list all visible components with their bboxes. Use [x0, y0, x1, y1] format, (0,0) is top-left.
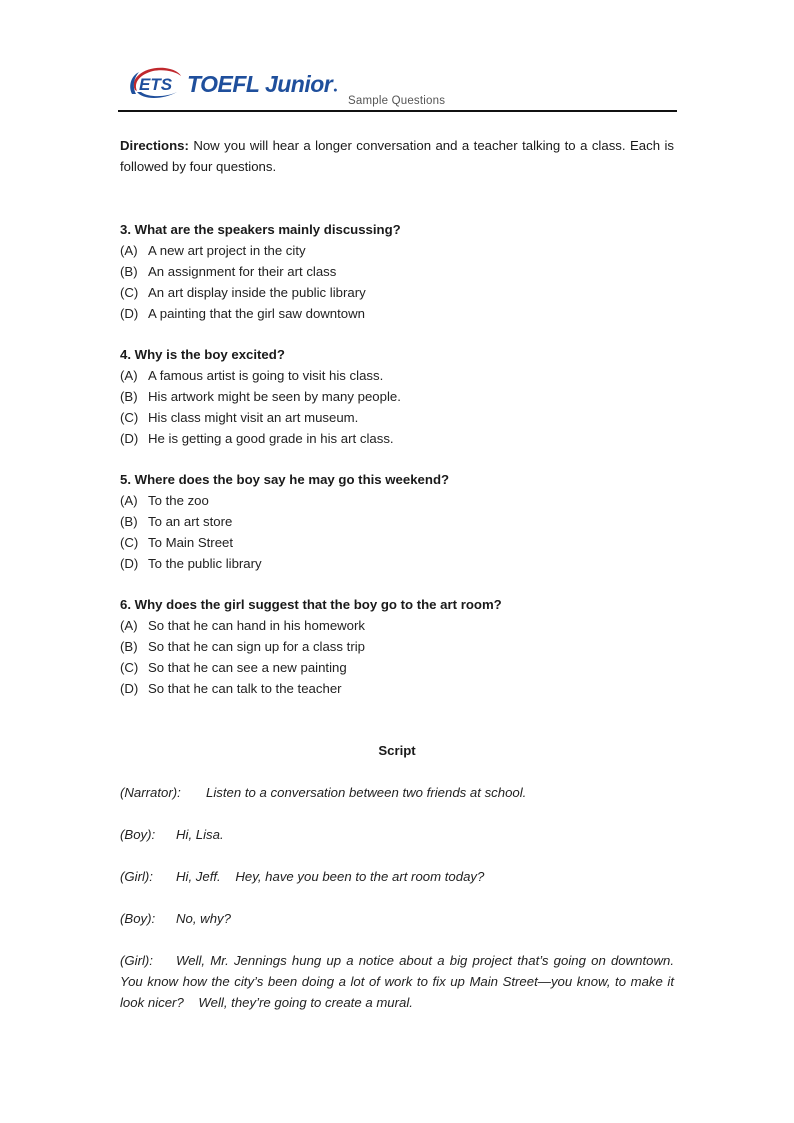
- option-d: [120, 553, 674, 574]
- logo-product-name: TOEFL Junior: [187, 70, 333, 97]
- option-text: To the zoo: [148, 493, 209, 508]
- document-body: [120, 135, 678, 1013]
- header-divider: [118, 110, 677, 112]
- question-6: [120, 594, 674, 699]
- option-text: A painting that the girl saw downtown: [148, 306, 365, 321]
- ets-toefl-junior-logo: [127, 64, 337, 102]
- option-letter: (D): [120, 681, 139, 696]
- option-text: His artwork might be seen by many people.: [148, 389, 401, 404]
- option-letter: (B): [120, 264, 138, 279]
- option-c: [120, 407, 674, 428]
- option-letter: (D): [120, 431, 139, 446]
- option-d: [120, 428, 674, 449]
- option-letter: (D): [120, 556, 139, 571]
- option-letter: (A): [120, 493, 138, 508]
- option-d: [120, 678, 674, 699]
- svg-text:ETS: ETS: [139, 75, 173, 94]
- option-b: [120, 636, 674, 657]
- option-text: So that he can sign up for a class trip: [148, 639, 365, 654]
- option-b: [120, 261, 674, 282]
- script-line-boy: [120, 824, 674, 845]
- question-title: 3. What are the speakers mainly discussing?: [120, 222, 401, 237]
- option-c: [120, 532, 674, 553]
- option-c: [120, 657, 674, 678]
- question-title: 4. Why is the boy excited?: [120, 347, 285, 362]
- option-letter: (A): [120, 618, 138, 633]
- line-text: Hi, Lisa.: [176, 827, 224, 842]
- option-text: A new art project in the city: [148, 243, 306, 258]
- option-letter: (B): [120, 639, 138, 654]
- option-text: A famous artist is going to visit his class.: [148, 368, 384, 383]
- option-letter: (B): [120, 389, 138, 404]
- option-text: He is getting a good grade in his art class.: [148, 431, 394, 446]
- option-a: [120, 240, 674, 261]
- speaker-label: (Girl):: [120, 869, 153, 884]
- line-text: Listen to a conversation between two friends at school.: [206, 785, 527, 800]
- speaker-label: (Girl):: [120, 953, 153, 968]
- option-letter: (C): [120, 535, 139, 550]
- question-title: 6. Why does the girl suggest that the boy go to the art room?: [120, 597, 502, 612]
- option-letter: (B): [120, 514, 138, 529]
- script-line-narrator: [120, 782, 674, 803]
- option-d: [120, 303, 674, 324]
- ets-logo-icon: [127, 64, 183, 102]
- question-5: [120, 469, 674, 574]
- option-text: So that he can talk to the teacher: [148, 681, 342, 696]
- question-4: [120, 344, 674, 449]
- option-b: [120, 511, 674, 532]
- script-line-girl: [120, 866, 674, 887]
- script-line-boy: [120, 908, 674, 929]
- option-c: [120, 282, 674, 303]
- option-text: To an art store: [148, 514, 233, 529]
- option-text: An assignment for their art class: [148, 264, 337, 279]
- question-3: [120, 219, 674, 324]
- option-text: An art display inside the public library: [148, 285, 366, 300]
- option-a: [120, 365, 674, 386]
- question-title: 5. Where does the boy say he may go this weekend?: [120, 472, 450, 487]
- line-text: Hi, Jeff. Hey, have you been to the art room today?: [176, 869, 485, 884]
- script-line-girl: [120, 950, 678, 1013]
- option-text: So that he can hand in his homework: [148, 618, 365, 633]
- speaker-label: (Narrator):: [120, 785, 181, 800]
- option-a: [120, 615, 674, 636]
- registered-mark-icon: ●: [333, 86, 338, 94]
- option-letter: (C): [120, 285, 139, 300]
- option-text: So that he can see a new painting: [148, 660, 347, 675]
- script-heading: Script: [378, 743, 416, 758]
- header-subtitle: Sample Questions: [348, 95, 446, 107]
- option-text: To Main Street: [148, 535, 234, 550]
- directions-label: Directions:: [120, 138, 189, 153]
- line-text: No, why?: [176, 911, 231, 926]
- directions-text: Now you will hear a longer conversation and a teacher talking to a class. Each is followed by four questions.: [120, 138, 674, 174]
- option-text: To the public library: [148, 556, 262, 571]
- option-text: His class might visit an art museum.: [148, 410, 359, 425]
- directions-paragraph: [120, 135, 674, 177]
- speaker-label: (Boy):: [120, 827, 156, 842]
- option-b: [120, 386, 674, 407]
- speaker-label: (Boy):: [120, 911, 156, 926]
- option-a: [120, 490, 674, 511]
- option-letter: (A): [120, 243, 138, 258]
- option-letter: (C): [120, 660, 139, 675]
- option-letter: (A): [120, 368, 138, 383]
- option-letter: (C): [120, 410, 139, 425]
- line-text: Well, Mr. Jennings hung up a notice about a big project that’s going on downtown. You know how the city’s been doing a lot of work to fix up Main Street—you know, to make it look nicer? Well, they’re going to create a mural.: [120, 953, 678, 1010]
- option-letter: (D): [120, 306, 139, 321]
